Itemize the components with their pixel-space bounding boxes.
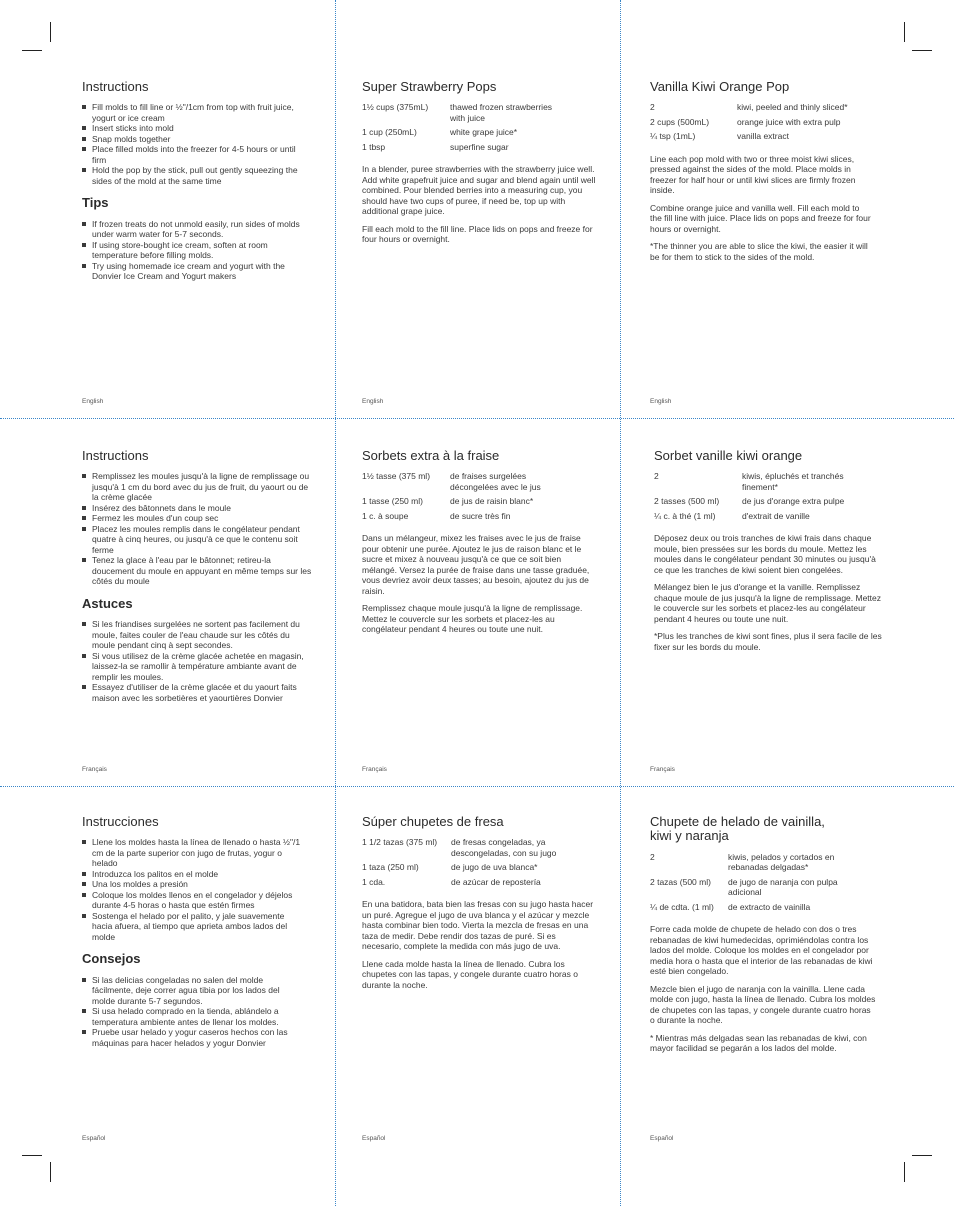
panel-en-strawberry (362, 80, 602, 252)
tips-list (82, 219, 304, 282)
table-row (362, 127, 565, 142)
panel-en-vanilla (650, 80, 872, 269)
language-label: Français (650, 766, 675, 773)
ingredient-qty: ¼ c. à thé (1 ml) (654, 510, 716, 521)
instructions-title: Instructions (82, 448, 149, 463)
table-row (362, 837, 576, 862)
recipe-step: Fill each mold to the fill line. Place lids on pops and freeze for four hours or overnight. (362, 223, 593, 245)
ingredient-item: de fresas congeladas, ya descongeladas, con su jugo (451, 837, 557, 858)
list-item: Fill molds to fill line or ½"/1cm from top with fruit juice, yogurt or ice cream (82, 102, 304, 123)
table-row (650, 902, 853, 917)
recipe-step: Déposez deux ou trois tranches de kiwi frais dans chaque moule, bien pressées sur les bords du moule. Mettez les moules dans le congélateur pendant 30 minutes ou jusqu'à ce que les tranches de kiwi soient bien congelées. (654, 533, 876, 575)
ingredient-table (362, 102, 565, 156)
recipe-title: Sorbet vanille kiwi orange (654, 448, 803, 463)
ingredient-table (654, 471, 862, 525)
ingredient-table (362, 837, 576, 891)
list-item: Llene los moldes hasta la línea de llenado o hasta ½"/1 cm de la parte superior con jugo de frutas, yogur o helado (82, 837, 304, 869)
ingredient-table (362, 471, 560, 525)
tips-list (82, 619, 312, 703)
crop-mark (904, 1162, 905, 1182)
recipe-title: Sorbets extra à la fraise (362, 448, 500, 463)
ingredient-qty: 2 cups (500mL) (650, 116, 710, 127)
table-row (362, 496, 560, 511)
recipe-step: Dans un mélangeur, mixez les fraises avec le jus de fraise pour obtenir une purée. Ajoutez le jus de raison blanc et le sucre et mixez à nouveau jusqu'à ce que ce soit bien mélangé. Versez la purée de fraise dans une tasse graduée, vous devriez avoir deux tasses; au besoin, ajoutez du jus de raisin. (362, 533, 590, 596)
recipe-note: * Mientras más delgadas sean las rebanadas de kiwi, con mayor facilidad se pegarán a los lados del molde. (650, 1032, 867, 1054)
table-row (650, 852, 853, 877)
language-label: Français (362, 766, 387, 773)
ingredient-qty: 2 (650, 851, 655, 862)
crop-mark (22, 50, 42, 51)
recipe-title: Super Strawberry Pops (362, 79, 497, 94)
list-item: Essayez d'utiliser de la crème glacée et du yaourt faits maison avec les sorbetières et yaourtières Donvier (82, 682, 312, 703)
list-item: Una los moldes a presión (82, 879, 304, 890)
table-row (362, 877, 576, 892)
crop-mark (912, 50, 932, 51)
ingredient-qty: 2 (650, 102, 655, 113)
list-item: Place filled molds into the freezer for 4-5 hours or until firm (82, 144, 304, 165)
ingredient-item: de jugo de uva blanca* (451, 862, 538, 873)
ingredient-table (650, 852, 853, 917)
instructions-title: Instrucciones (82, 814, 159, 829)
ingredient-item: kiwi, peeled and thinly sliced* (737, 102, 848, 113)
recipe-step: Line each pop mold with two or three moist kiwi slices, pressed against the sides of the mold. Place molds in freezer for half hour or until kiwi slices are firmly frozen inside. (650, 153, 856, 196)
language-label: Français (82, 766, 107, 773)
ingredient-qty: 1 c. à soupe (362, 510, 409, 521)
list-item: Si les friandises surgelées ne sortent pas facilement du moule, faites couler de l'eau chaude sur les côtés du moule pendant cinq à sept secondes. (82, 619, 312, 651)
list-item: Si usa helado comprado en la tienda, ablándelo a temperatura ambiente antes de llenar los moldes. (82, 1006, 304, 1027)
recipe-step: Mélangez bien le jus d'orange et la vanille. Remplissez chaque moule de jus jusqu'à la ligne de remplissage. Mettez le couvercle sur les sorbets et placez-les au congélateur pendant 4 heures ou toute une nuit. (654, 582, 882, 624)
ingredient-qty: ¼ tsp (1mL) (650, 131, 696, 142)
ingredient-qty: 1 tbsp (362, 141, 386, 152)
list-item: Tenez la glace à l'eau par le bâtonnet; retireu-la doucement du moule en appuyant en même temps sur les côtés du moule (82, 555, 312, 587)
fold-guide (0, 418, 954, 419)
instructions-list (82, 102, 304, 186)
ingredient-item: vanilla extract (737, 131, 789, 142)
ingredient-qty: ¼ de cdta. (1 ml) (650, 901, 714, 912)
ingredient-qty: 1 cda. (362, 876, 386, 887)
recipe-step: En una batidora, bata bien las fresas con su jugo hasta hacer un puré. Agregue el jugo de uva blanca y el azúcar y mezcle hasta combinar bien todo. Vierta la mezcla de fresas en una taza de medir. Debe rendir dos tazas de puré. Si es necesario, complete la medida con más jugo de uva. (362, 899, 594, 952)
recipe-title: Súper chupetes de fresa (362, 814, 504, 829)
language-label: Español (650, 1135, 674, 1142)
list-item: Coloque los moldes llenos en el congelador y déjelos durante 4-5 horas o hasta que estén firmes (82, 890, 304, 911)
list-item: Si las delicias congeladas no salen del molde fácilmente, deje correr agua tibia por los lados del molde durante 5-7 segundos. (82, 975, 304, 1007)
list-item: Fermez les moules d'un coup sec (82, 513, 312, 524)
language-label: English (82, 398, 104, 405)
panel-en-instructions (82, 80, 304, 282)
language-label: English (650, 398, 672, 405)
table-row (654, 511, 862, 526)
list-item: Remplissez les moules jusqu'à la ligne de remplissage ou jusqu'à 1 cm du bord avec du jus de fruit, du yaourt ou de la crème glacée (82, 471, 312, 503)
ingredient-qty: 1 1/2 tazas (375 ml) (362, 837, 438, 848)
tips-title: Astuces (82, 595, 133, 611)
table-row (362, 142, 565, 157)
ingredient-item: d'extrait de vanille (742, 510, 810, 521)
table-row (362, 511, 560, 526)
ingredient-item: de azúcar de repostería (451, 876, 541, 887)
crop-mark (50, 22, 51, 42)
recipe-title: Vanilla Kiwi Orange Pop (650, 79, 790, 94)
list-item: Sostenga el helado por el palito, y jale suavemente hacia afuera, al tiempo que aprieta ambos lados del molde (82, 911, 304, 943)
recipe-step: In a blender, puree strawberries with the strawberry juice well. Add white grapefruit juice and sugar and blend again until well combined. Pour blended berries into a measuring cup, you should have two cups of puree, if need be, top up with additional grape juice. (362, 164, 596, 217)
tips-title: Consejos (82, 951, 141, 967)
panel-fr-vanilla (654, 449, 884, 659)
list-item: Pruebe usar helado y yogur caseros hechos con las máquinas para hacer helados y yogur Donvier (82, 1027, 304, 1048)
recipe-step: Llene cada molde hasta la línea de llenado. Cubra los chupetes con las tapas, y congele durante cuatro horas o durante la noche. (362, 958, 578, 990)
crop-mark (50, 1162, 51, 1182)
table-row (654, 496, 862, 511)
list-item: Insérez des bâtonnets dans le moule (82, 503, 312, 514)
language-label: Español (82, 1135, 106, 1142)
ingredient-item: de jus de raisin blanc* (450, 496, 534, 507)
ingredient-item: de jus d'orange extra pulpe (742, 496, 845, 507)
ingredient-qty: 1½ cups (375mL) (362, 102, 429, 113)
ingredient-item: orange juice with extra pulp (737, 116, 841, 127)
tips-list (82, 975, 304, 1049)
recipe-title: Chupete de helado de vainilla, kiwi y naranja (650, 814, 825, 844)
list-item: Placez les moules remplis dans le congélateur pendant quatre à cinq heures, ou jusqu'à ce que le contenu soit ferme (82, 524, 312, 556)
crop-mark (904, 22, 905, 42)
ingredient-item: thawed frozen strawberries with juice (450, 102, 553, 123)
language-label: English (362, 398, 384, 405)
recipe-step: Forre cada molde de chupete de helado con dos o tres rebanadas de kiwi humedecidas, oprimiéndolas contra los lados del molde. Coloque los moldes en el congelador por media hora o hasta que el interior de las rebanadas de kiwi esté bien congelado. (650, 924, 873, 977)
tips-title: Tips (82, 195, 109, 211)
ingredient-item: de extracto de vainilla (728, 901, 811, 912)
table-row (650, 877, 853, 902)
ingredient-item: kiwis, épluchés et tranchés finement* (742, 471, 844, 492)
list-item: If frozen treats do not unmold easily, run sides of molds under warm water for 5-7 seconds. (82, 219, 304, 240)
list-item: Hold the pop by the stick, pull out gently squeezing the sides of the mold at the same time (82, 165, 304, 186)
panel-es-vanilla (650, 815, 876, 1061)
list-item: Try using homemade ice cream and yogurt with the Donvier Ice Cream and Yogurt makers (82, 261, 304, 282)
list-item: If using store-bought ice cream, soften at room temperature before filling molds. (82, 240, 304, 261)
table-row (362, 471, 560, 496)
ingredient-item: de sucre très fin (450, 510, 511, 521)
ingredient-qty: 2 tasses (500 ml) (654, 496, 720, 507)
ingredient-qty: 1 tasse (250 ml) (362, 496, 423, 507)
list-item: Si vous utilisez de la crème glacée achetée en magasin, laissez-la se ramollir à température ambiante avant de remplir les moules. (82, 651, 312, 683)
recipe-step: Mezcle bien el jugo de naranja con la vainilla. Llene cada molde con jugo, hasta la línea de llenado. Cubra los moldes de chupetes con las tapas, y congele durante cuatro horas o durante la noche. (650, 983, 876, 1026)
table-row (654, 471, 862, 496)
instructions-title: Instructions (82, 79, 149, 94)
instructions-list (82, 837, 304, 942)
ingredient-item: white grape juice* (450, 127, 518, 138)
table-row (650, 131, 872, 146)
ingredient-qty: 2 tazas (500 ml) (650, 876, 711, 887)
ingredient-item: de jugo de naranja con pulpa adicional (728, 876, 838, 898)
ingredient-item: kiwis, pelados y cortados en rebanadas delgadas* (728, 851, 835, 873)
ingredient-qty: 2 (654, 471, 659, 482)
recipe-step: Remplissez chaque moule jusqu'à la ligne de remplissage. Mettez le couvercle sur les sorbets et placez-les au congélateur pendant 4 heures ou toute une nuit. (362, 603, 583, 635)
fold-guide (335, 0, 336, 1206)
list-item: Introduzca los palitos en el molde (82, 869, 304, 880)
table-row (650, 102, 872, 117)
list-item: Snap molds together (82, 134, 304, 145)
panel-fr-strawberry (362, 449, 598, 642)
fold-guide (620, 0, 621, 1206)
crop-mark (912, 1155, 932, 1156)
recipe-note: *The thinner you are able to slice the kiwi, the easier it will be for them to stick to the sides of the mold. (650, 241, 868, 262)
crop-mark (22, 1155, 42, 1156)
recipe-step: Combine orange juice and vanilla well. Fill each mold to the fill line with juice. Place lids on pops and freeze for four hours or overnight. (650, 202, 871, 234)
panel-fr-instructions (82, 449, 312, 703)
table-row (362, 862, 576, 877)
panel-es-instructions (82, 815, 304, 1048)
panel-es-strawberry (362, 815, 596, 997)
recipe-note: *Plus les tranches de kiwi sont fines, plus il sera facile de les fixer sur les bords du moule. (654, 631, 882, 652)
table-row (362, 102, 565, 127)
ingredient-qty: 1 taza (250 ml) (362, 862, 419, 873)
language-label: Español (362, 1135, 386, 1142)
ingredient-table (650, 102, 872, 146)
list-item: Insert sticks into mold (82, 123, 304, 134)
ingredient-item: superfine sugar (450, 141, 509, 152)
ingredient-qty: 1 cup (250mL) (362, 127, 417, 138)
table-row (650, 117, 872, 132)
ingredient-qty: 1½ tasse (375 ml) (362, 471, 431, 482)
fold-guide (0, 786, 954, 787)
ingredient-item: de fraises surgelées décongelées avec le jus (450, 471, 541, 492)
instructions-list (82, 471, 312, 587)
